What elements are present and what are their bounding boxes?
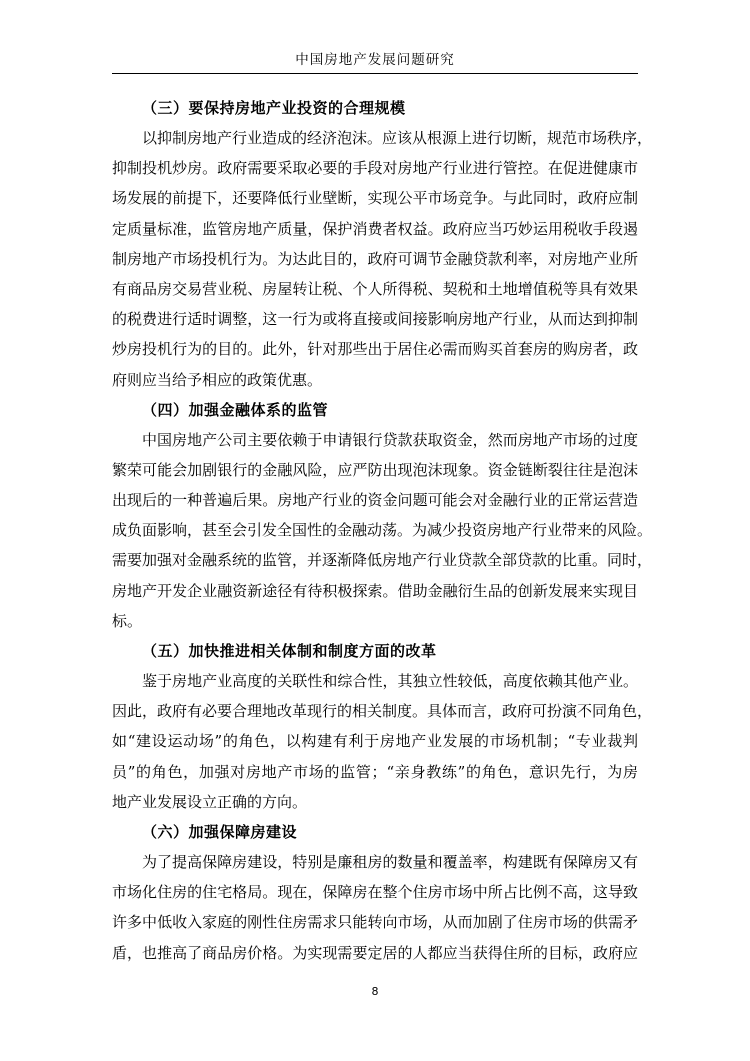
paragraph-line: 因此，政府有必要合理地改革现行的相关制度。具体而言，政府可扮演不同角色， (112, 702, 653, 721)
page-number: 8 (371, 985, 379, 998)
paragraph-line: 制房地产市场投机行为。为达此目的，政府可调节金融贷款利率，对房地产业所 (112, 249, 638, 268)
paragraph-line: 以抑制房地产行业造成的经济泡沫。应该从根源上进行切断，规范市场秩序， (142, 129, 653, 147)
paragraph-line: 市场化住房的住宅格局。现在，保障房在整个住房市场中所占比例不高，这导致 (112, 883, 638, 902)
paragraph-line: 房地产开发企业融资新途径有待积极探索。借助金融衍生品的创新发展来实现目 (112, 581, 638, 600)
paragraph-line: 出现后的一种普遍后果。房地产行业的资金问题可能会对金融行业的正常运营造 (112, 491, 638, 510)
paragraph-line: 中国房地产公司主要依赖于申请银行贷款获取资金，然而房地产市场的过度 (142, 430, 638, 449)
paragraph-line: 府则应当给予相应的政策优惠。 (112, 370, 323, 389)
paragraph-line: 有商品房交易营业税、房屋转让税、个人所得税、契税和土地增值税等具有效果 (112, 279, 638, 298)
section-paragraph (112, 123, 653, 395)
section-heading: （五）加快推进相关体制和制度方面的改革 (142, 642, 437, 660)
paragraph-line: 员”的角色，加强对房地产市场的监管；“亲身教练”的角色，意识先行，为房 (112, 762, 638, 781)
paragraph-line: 需要加强对金融系统的监管，并逐渐降低房地产行业贷款全部贷款的比重。同时， (112, 551, 653, 570)
paragraph-line: 定质量标准，监管房地产质量，保护消费者权益。政府应当巧妙运用税收手段遏 (112, 219, 638, 238)
section-paragraph (112, 847, 638, 968)
section-paragraph (112, 666, 653, 817)
paragraph-line: 许多中低收入家庭的刚性住房需求只能转向市场，从而加剧了住房市场的供需矛 (112, 913, 638, 932)
paragraph-line: 抑制投机炒房。政府需要采取必要的手段对房地产行业进行管控。在促进健康市 (112, 159, 638, 178)
paragraph-line: 标。 (112, 611, 143, 630)
paragraph-line: 为了提高保障房建设，特别是廉租房的数量和覆盖率，构建既有保障房又有 (142, 852, 638, 871)
section-paragraph (112, 425, 653, 636)
paragraph-line: 鉴于房地产业高度的关联性和综合性，其独立性较低，高度依赖其他产业。 (142, 672, 638, 690)
paragraph-line: 炒房投机行为的目的。此外，针对那些出于居住必需而购买首套房的购房者，政 (112, 340, 638, 359)
section-heading: （六）加强保障房建设 (142, 822, 298, 841)
paragraph-line: 场发展的前提下，还要降低行业壁断，实现公平市场竞争。与此同时，政府应制 (112, 189, 638, 208)
paragraph-line: 地产业发展设立正确的方向。 (112, 792, 308, 811)
paragraph-line: 成负面影响，甚至会引发全国性的金融动荡。为减少投资房地产行业带来的风险。 (112, 521, 653, 540)
running-header: 中国房地产发展问题研究 (295, 52, 455, 68)
paragraph-line: 的税费进行适时调整，这一行为或将直接或间接影响房地产行业，从而达到抑制 (112, 310, 638, 329)
section-heading: （四）加强金融体系的监管 (142, 400, 329, 419)
header-rule (112, 73, 638, 74)
section-heading: （三）要保持房地产业投资的合理规模 (142, 99, 406, 117)
paragraph-line: 如“建设运动场”的角色，以构建有利于房地产业发展的市场机制；“专业裁判 (112, 732, 638, 751)
paragraph-line: 盾，也推高了商品房价格。为实现需要定居的人都应当获得住所的目标，政府应 (112, 943, 638, 962)
paragraph-line: 繁荣可能会加剧银行的金融风险，应严防出现泡沫现象。资金链断裂往往是泡沫 (112, 460, 638, 479)
document-body (112, 93, 653, 968)
